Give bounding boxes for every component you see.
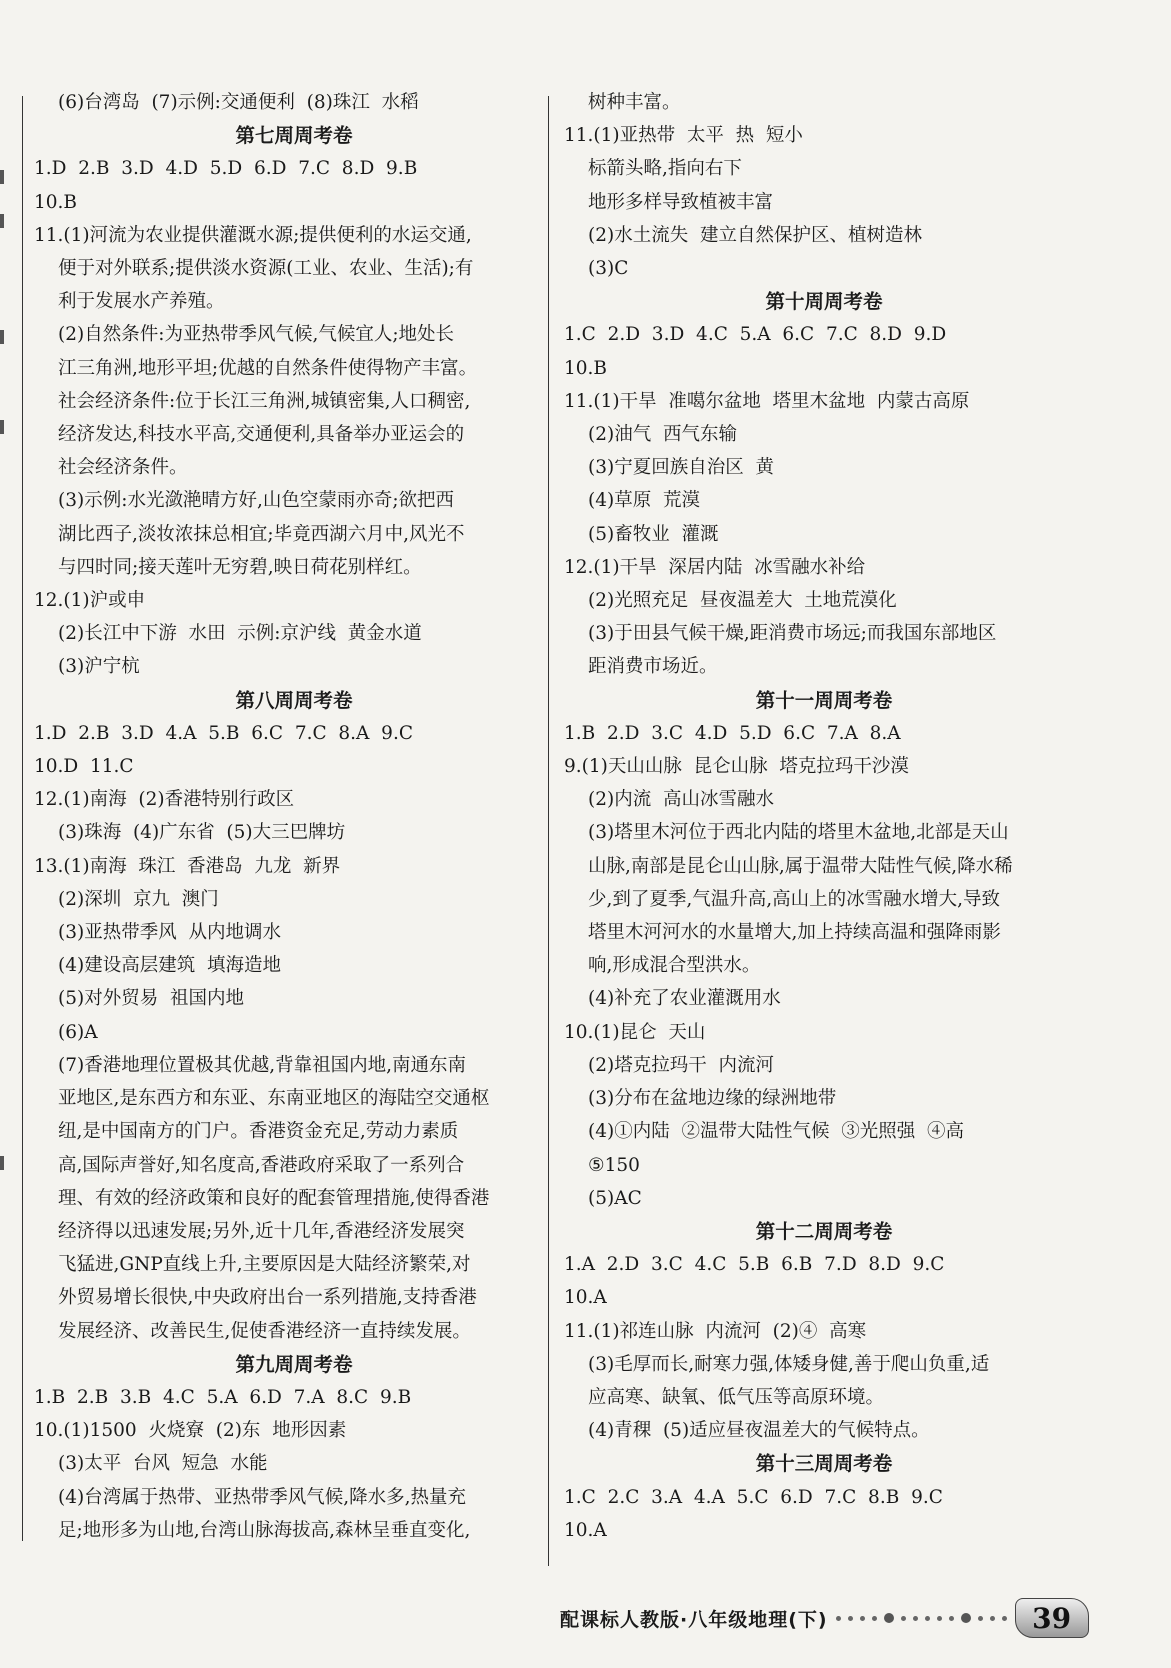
footer-text: 配课标人教版·八年级地理(下) (560, 1608, 828, 1631)
answer-line: 9.(1)天山山脉 昆仑山脉 塔克拉玛干沙漠 (564, 756, 909, 778)
answer-line: 11.(1)干旱 准噶尔盆地 塔里木盆地 内蒙古高原 (564, 390, 970, 412)
answer-line: (2)内流 高山冰雪融水 (588, 789, 774, 811)
answer-line: (3)亚热带季风 从内地调水 (58, 922, 281, 944)
answer-line: 社会经济条件:位于长江三角洲,城镇密集,人口稠密, (58, 390, 471, 412)
footer-dots (836, 1613, 1007, 1623)
section-title: 第十周周考卷 (765, 290, 883, 314)
answer-line: 11.(1)祁连山脉 内流河 (2)④ 高寒 (564, 1320, 867, 1342)
answer-line: (3)太平 台风 短急 水能 (58, 1453, 268, 1475)
answer-line: (2)水土流失 建立自然保护区、植树造林 (588, 224, 922, 246)
answer-line: 地形多样导致植被丰富 (588, 191, 774, 213)
section-title: 第八周周考卷 (235, 688, 353, 712)
left-margin-rule (22, 96, 23, 1541)
answer-line: (4)青稞 (5)适应昼夜温差大的气候特点。 (588, 1420, 930, 1442)
answer-line: (3)沪宁杭 (58, 656, 140, 678)
section-title: 第十二周周考卷 (755, 1219, 893, 1243)
answer-line: 社会经济条件。 (58, 457, 188, 479)
answer-line: (3)于田县气候干燥,距消费市场远;而我国东部地区 (588, 623, 997, 645)
answer-line: 经济发达,科技水平高,交通便利,具备举办亚运会的 (58, 424, 465, 446)
answer-line: 1.D 2.B 3.D 4.A 5.B 6.C 7.C 8.A 9.C (34, 722, 413, 744)
answer-line: 纽,是中国南方的门户。香港资金充足,劳动力素质 (58, 1121, 459, 1143)
answer-line: 亚地区,是东西方和东亚、东南亚地区的海陆空交通枢 (58, 1088, 490, 1110)
answer-line: (3)示例:水光潋滟晴方好,山色空蒙雨亦奇;欲把西 (58, 490, 455, 512)
answer-line: 利于发展水产养殖。 (58, 291, 225, 313)
page-number: 39 (1032, 1601, 1072, 1635)
answer-line: 响,形成混合型洪水。 (588, 955, 761, 977)
answer-line: 足;地形多为山地,台湾山脉海拔高,森林呈垂直变化, (58, 1519, 471, 1541)
answer-line: (4)补充了农业灌溉用水 (588, 988, 781, 1010)
answer-line: 1.B 2.D 3.C 4.D 5.D 6.C 7.A 8.A (564, 722, 901, 744)
edge-mark (0, 420, 4, 434)
left-column (34, 86, 554, 1547)
edge-mark (0, 170, 4, 184)
answer-line: (6)A (58, 1021, 98, 1043)
answer-line: 11.(1)河流为农业提供灌溉水源;提供便利的水运交通, (34, 224, 472, 246)
answer-line: (5)对外贸易 祖国内地 (58, 988, 244, 1010)
page-number-badge (1015, 1598, 1089, 1638)
answer-line: (5)畜牧业 灌溉 (588, 523, 719, 545)
answer-line: 10.A (564, 1287, 607, 1309)
answer-line: (4)建设高层建筑 填海造地 (58, 955, 281, 977)
answer-line: 10.B (564, 357, 608, 379)
answer-line: 便于对外联系;提供淡水资源(工业、农业、生活);有 (58, 258, 474, 280)
answer-line: 距消费市场近。 (588, 656, 718, 678)
edge-mark (0, 214, 4, 228)
answer-line: (2)油气 西气东输 (588, 424, 737, 446)
answer-line: 标箭头略,指向右下 (588, 158, 742, 180)
answer-line: 与四时同;接天莲叶无穷碧,映日荷花别样红。 (58, 556, 422, 578)
section-title: 第十一周周考卷 (755, 688, 893, 712)
answer-line: ⑤150 (588, 1154, 640, 1176)
answer-line: 13.(1)南海 珠江 香港岛 九龙 新界 (34, 855, 341, 877)
answer-line: (3)C (588, 258, 629, 280)
answer-line: 10.(1)昆仑 天山 (564, 1021, 706, 1043)
answer-line: 1.B 2.B 3.B 4.C 5.A 6.D 7.A 8.C 9.B (34, 1386, 412, 1408)
answer-line: 1.C 2.C 3.A 4.A 5.C 6.D 7.C 8.B 9.C (564, 1486, 943, 1508)
answer-line: 1.A 2.D 3.C 4.C 5.B 6.B 7.D 8.D 9.C (564, 1254, 945, 1276)
answer-line: (3)珠海 (4)广东省 (5)大三巴牌坊 (58, 822, 346, 844)
answer-line: 12.(1)干旱 深居内陆 冰雪融水补给 (564, 556, 866, 578)
section-title: 第十三周周考卷 (755, 1452, 893, 1476)
answer-line: 10.B (34, 191, 78, 213)
answer-line: 10.(1)1500 火烧寮 (2)东 地形因素 (34, 1420, 347, 1442)
answer-line: 湖比西子,淡妆浓抹总相宜;毕竟西湖六月中,风光不 (58, 523, 465, 545)
section-title: 第九周周考卷 (235, 1352, 353, 1376)
answer-line: 10.A (564, 1519, 607, 1541)
answer-line: (6)台湾岛 (7)示例:交通便利 (8)珠江 水稻 (58, 92, 419, 113)
answer-line: (3)分布在盆地边缘的绿洲地带 (588, 1088, 837, 1110)
answer-line: 少,到了夏季,气温升高,高山上的冰雪融水增大,导致 (588, 888, 1001, 910)
answer-line: (4)①内陆 ②温带大陆性气候 ③光照强 ④高 (588, 1121, 964, 1143)
answer-line: (2)自然条件:为亚热带季风气候,气候宜人;地处长 (58, 324, 455, 346)
section-title: 第七周周考卷 (235, 124, 353, 148)
answer-line: (7)香港地理位置极其优越,背靠祖国内地,南通东南 (58, 1054, 466, 1076)
answer-line: 树种丰富。 (588, 92, 681, 113)
edge-mark (0, 1156, 4, 1170)
answer-line: 塔里木河河水的水量增大,加上持续高温和强降雨影 (588, 922, 1001, 944)
answer-line: 应高寒、缺氧、低气压等高原环境。 (588, 1386, 885, 1408)
answer-line: 飞猛进,GNP直线上升,主要原因是大陆经济繁荣,对 (58, 1254, 471, 1276)
answer-line: 山脉,南部是昆仑山山脉,属于温带大陆性气候,降水稀 (588, 855, 1013, 877)
answer-line: (4)草原 荒漠 (588, 490, 700, 512)
answer-line: 10.D 11.C (34, 756, 134, 778)
answer-line: (2)长江中下游 水田 示例:京沪线 黄金水道 (58, 623, 422, 645)
answer-line: 理、有效的经济政策和良好的配套管理措施,使得香港 (58, 1187, 490, 1209)
answer-line: 外贸易增长很快,中央政府出台一系列措施,支持香港 (58, 1287, 477, 1309)
answer-line: (2)塔克拉玛干 内流河 (588, 1054, 774, 1076)
answer-line: 经济得以迅速发展;另外,近十几年,香港经济发展突 (58, 1220, 465, 1242)
answer-line: 1.C 2.D 3.D 4.C 5.A 6.C 7.C 8.D 9.D (564, 324, 947, 346)
answer-line: (3)塔里木河位于西北内陆的塔里木盆地,北部是天山 (588, 822, 1009, 844)
answer-line: (3)宁夏回族自治区 黄 (588, 457, 774, 479)
answer-line: (5)AC (588, 1187, 642, 1209)
answer-line: (2)深圳 京九 澳门 (58, 888, 219, 910)
answer-line: (2)光照充足 昼夜温差大 土地荒漠化 (588, 590, 897, 612)
answer-line: (4)台湾属于热带、亚热带季风气候,降水多,热量充 (58, 1486, 466, 1508)
answer-line: 发展经济、改善民生,促使香港经济一直持续发展。 (58, 1320, 471, 1342)
right-column (564, 86, 1084, 1547)
edge-mark (0, 330, 4, 344)
answer-line: 11.(1)亚热带 太平 热 短小 (564, 125, 803, 147)
answer-line: 江三角洲,地形平坦;优越的自然条件使得物产丰富。 (58, 357, 478, 379)
answer-line: 1.D 2.B 3.D 4.D 5.D 6.D 7.C 8.D 9.B (34, 158, 418, 180)
answer-line: 高,国际声誉好,知名度高,香港政府采取了一系列合 (58, 1154, 465, 1176)
answer-line: (3)毛厚而长,耐寒力强,体矮身健,善于爬山负重,适 (588, 1353, 990, 1375)
page-footer (560, 1596, 1120, 1640)
answer-line: 12.(1)南海 (2)香港特别行政区 (34, 789, 295, 811)
answer-line: 12.(1)沪或申 (34, 590, 146, 612)
